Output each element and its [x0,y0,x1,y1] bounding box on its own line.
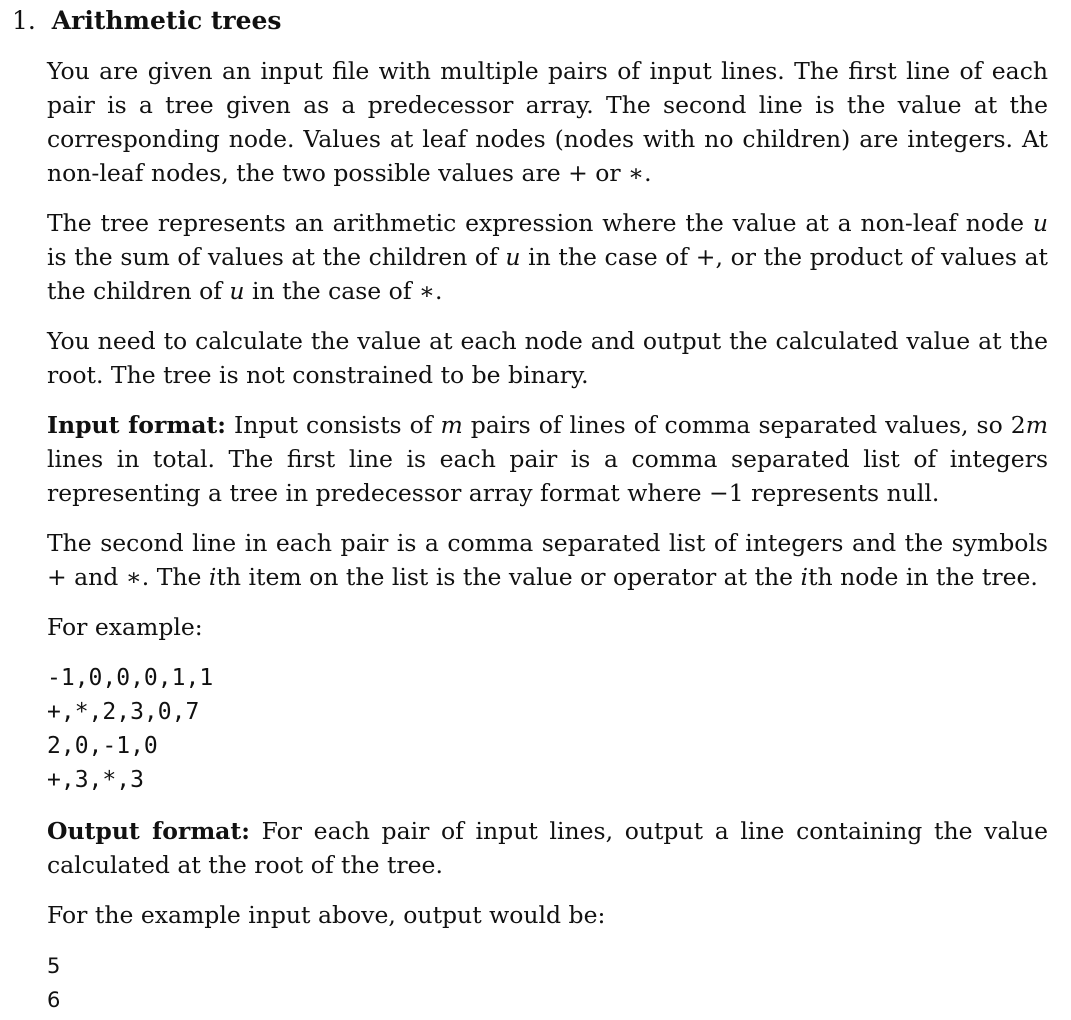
section-title: Arithmetic trees [51,6,282,35]
math-var-u: u [505,243,521,271]
text-run: For each pair of input lines, output a line containing the value calculated at the root of the tree. [47,817,1048,879]
math-var-u: u [1032,209,1048,237]
math-var-i: i [208,563,217,591]
math-var-i: i [800,563,809,591]
second-line-paragraph [47,526,1048,594]
text-run: The tree represents an arithmetic expression where the value at a non-leaf node [47,209,1033,237]
math-var-m: m [440,411,463,439]
text-run: is the sum of values at the children of [47,243,506,271]
example-input-line: -1,0,0,0,1,1 [47,665,214,691]
section-body [47,54,1048,1017]
text-run: in the case of +, or the product of values at the children of [47,243,1048,305]
math-var-m: m [1025,411,1048,439]
text-run: Input consists of [225,411,441,439]
text-run: in the case of ∗. [244,277,443,305]
text-run: th item on the list is the value or operator at the [216,563,801,591]
math-var-u: u [229,277,245,305]
output-format-paragraph [47,814,1048,882]
example-input-line: +,*,2,3,0,7 [47,699,200,725]
input-format-label: Input format: [47,411,226,439]
example-input-block [47,661,1048,797]
section-heading [12,4,282,38]
example-label: For example: [47,613,203,641]
input-format-paragraph [47,408,1048,510]
example-output-line: 6 [47,988,61,1012]
example-output-label: For the example input above, output would be: [47,901,606,929]
example-input-line: +,3,*,3 [47,767,144,793]
text-run: th node in the tree. [808,563,1038,591]
text-run: lines in total. The first line is each pair is a comma separated list of integers representing a tree in predecessor array format where −1 represents null. [47,445,1048,507]
calculate-paragraph: You need to calculate the value at each node and output the calculated value at the root. The tree is not constrained to be binary. [47,327,1048,389]
example-input-line: 2,0,-1,0 [47,733,158,759]
example-output-block [47,949,1048,1017]
example-output-line: 5 [47,954,61,978]
text-run: The second line in each pair is a comma separated list of integers and the symbols + and ∗. The [47,529,1048,591]
text-run: pairs of lines of comma separated values, so 2 [462,411,1026,439]
intro-paragraph: You are given an input file with multiple pairs of input lines. The first line of each pair is a tree given as a predecessor array. The second line is the value at the corresponding node. Values at leaf nodes (nodes with no children) are integers. At non-leaf nodes, the two possible values are + or ∗. [47,57,1048,187]
tree-expression-paragraph [47,206,1048,308]
output-format-label: Output format: [47,817,250,845]
section-number: 1. [12,6,36,35]
